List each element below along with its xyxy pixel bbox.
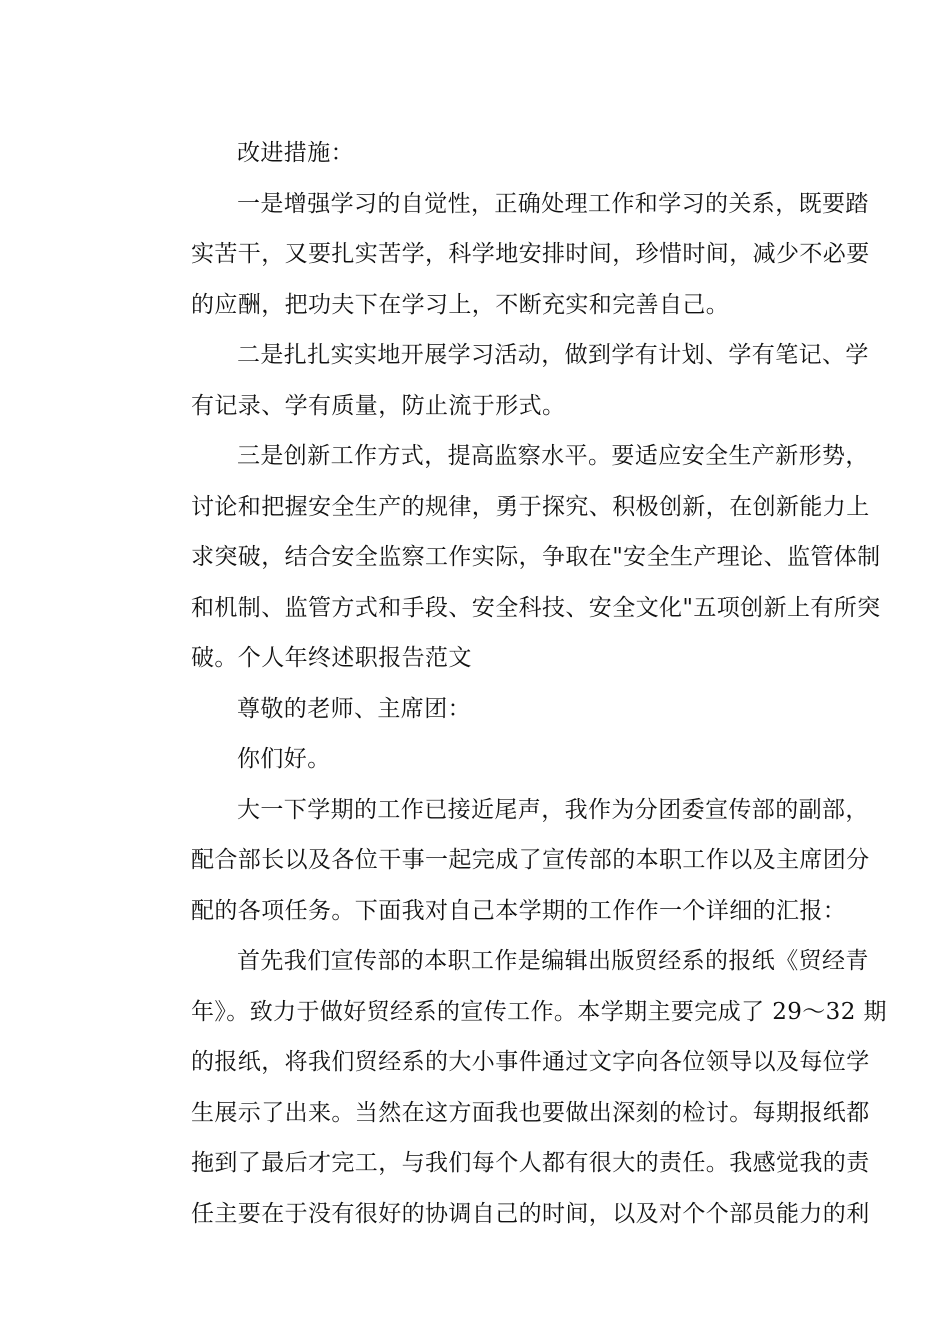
heading-improvement-measures (145, 128, 810, 179)
text-line: 和机制、监管方式和手段、安全科技、安全文化"五项创新上有所突 (191, 594, 881, 621)
text-line: 拖到了最后才完工，与我们每个人都有很大的责任。我感觉我的责 (191, 1150, 870, 1176)
text-line: 求突破，结合安全监察工作实际，争取在"安全生产理论、监管体制 (191, 544, 881, 570)
salutation (145, 684, 810, 735)
text-line: 实苦干，又要扎实苦学，科学地安排时间，珍惜时间，减少不必要 (191, 241, 870, 267)
paragraph-measure-two (145, 330, 869, 431)
text-line: 的报纸，将我们贸经系的大小事件通过文字向各位领导以及每位学 (191, 1049, 870, 1075)
text-line: 任主要在于没有很好的协调自己的时间，以及对个个部员能力的利 (191, 1200, 870, 1227)
text-line: 年》。致力于做好贸经系的宣传工作。本学期主要完成了 29～32 期 (191, 998, 887, 1025)
greeting (145, 734, 810, 785)
document-body (145, 128, 887, 1239)
text-line: 你们好。 (237, 746, 331, 772)
text-line: 尊敬的老师、主席团： (237, 695, 471, 722)
text-line: 一是增强学习的自觉性，正确处理工作和学习的关系，既要踏 (237, 190, 869, 217)
text-line: 大一下学期的工作已接近尾声，我作为分团委宣传部的副部， (237, 796, 869, 823)
paragraph-measure-one (145, 179, 870, 331)
text-line: 配的各项任务。下面我对自己本学期的工作作一个详细的汇报： (191, 897, 847, 924)
text-line: 配合部长以及各位干事一起完成了宣传部的本职工作以及主席团分 (191, 847, 870, 873)
text-line: 生展示了出来。当然在这方面我也要做出深刻的检讨。每期报纸都 (191, 1099, 870, 1126)
text-line: 二是扎扎实实地开展学习活动，做到学有计划、学有笔记、学 (237, 342, 869, 368)
text-line: 改进措施： (237, 140, 354, 166)
text-line: 的应酬，把功夫下在学习上，不断充实和完善自己。 (191, 291, 730, 318)
text-line: 破。个人年终述职报告范文 (191, 645, 472, 671)
text-line: 讨论和把握安全生产的规律，勇于探究、积极创新，在创新能力上 (191, 493, 870, 520)
text-line: 三是创新工作方式，提高监察水平。要适应安全生产新形势， (237, 443, 869, 469)
paragraph-measure-three (145, 431, 881, 684)
paragraph-intro (145, 785, 870, 937)
text-line: 首先我们宣传部的本职工作是编辑出版贸经系的报纸《贸经青 (237, 948, 869, 974)
text-line: 有记录、学有质量，防止流于形式。 (191, 392, 566, 419)
paragraph-newspaper-work (145, 936, 887, 1239)
